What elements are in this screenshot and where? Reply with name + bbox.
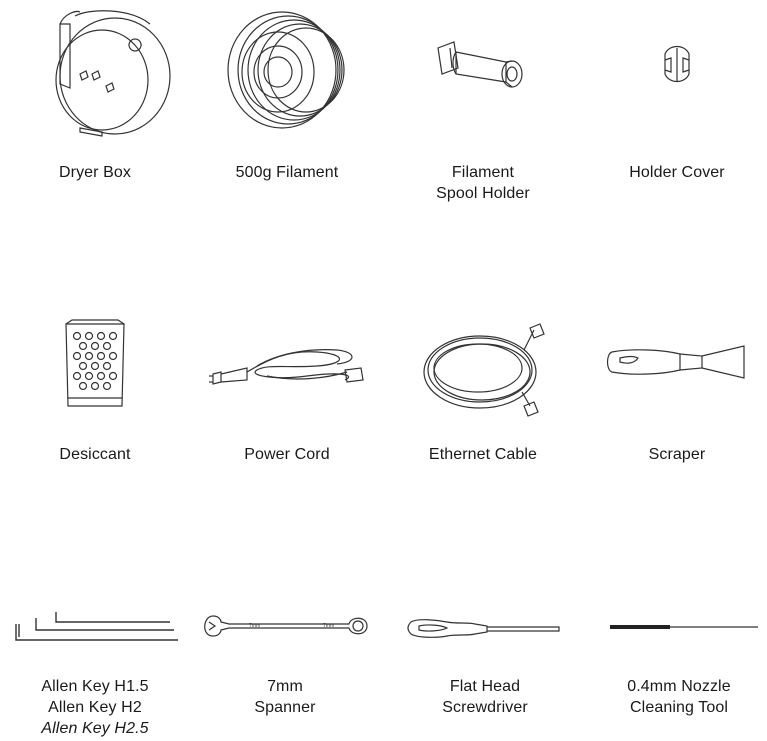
item-label xyxy=(582,444,767,465)
label-line: 0.4mm Nozzle xyxy=(627,678,731,695)
item-ethernet-cable xyxy=(388,300,578,480)
item-label xyxy=(582,162,767,183)
item-desiccant xyxy=(0,300,190,480)
item-label xyxy=(0,676,190,739)
label-line: Spanner xyxy=(254,699,316,716)
cleaning-tool-icon xyxy=(584,622,767,632)
label-line: Screwdriver xyxy=(442,699,528,716)
label-line: Allen Key H2.5 xyxy=(41,720,149,737)
item-power-cord xyxy=(192,300,382,480)
label-line: 500g Filament xyxy=(235,164,339,181)
item-scraper xyxy=(582,300,767,480)
label-line: Power Cord xyxy=(244,446,330,463)
label-line: Cleaning Tool xyxy=(630,699,728,716)
dryer-box-icon xyxy=(0,6,190,136)
label-line: Allen Key H2 xyxy=(48,699,142,716)
item-spool-holder xyxy=(388,0,578,230)
label-line: Dryer Box xyxy=(58,164,132,181)
item-screwdriver xyxy=(390,560,580,741)
item-label xyxy=(190,676,380,718)
label-line: Allen Key H1.5 xyxy=(41,678,149,695)
label-line: Scraper xyxy=(648,446,706,463)
desiccant-icon xyxy=(0,318,190,410)
item-label xyxy=(390,676,580,718)
spanner-icon xyxy=(190,612,380,640)
item-spanner xyxy=(190,560,380,741)
item-label xyxy=(0,162,190,183)
filament-spool-icon xyxy=(192,8,382,132)
item-allen-keys xyxy=(0,560,190,741)
label-line: Spool Holder xyxy=(436,185,530,202)
item-holder-cover xyxy=(582,0,767,230)
item-cleaning-tool xyxy=(584,560,767,741)
item-filament xyxy=(192,0,382,230)
label-line: Filament xyxy=(451,164,515,181)
item-label xyxy=(192,162,382,183)
item-label xyxy=(388,444,578,465)
item-label xyxy=(0,444,190,465)
screwdriver-icon xyxy=(390,616,580,640)
spool-holder-icon xyxy=(388,38,578,98)
power-cord-icon xyxy=(192,340,382,390)
item-label xyxy=(388,162,578,204)
label-line: Ethernet Cable xyxy=(428,446,538,463)
item-label xyxy=(192,444,382,465)
scraper-icon xyxy=(582,344,767,380)
spanner-engraving: 7mm xyxy=(323,623,335,629)
label-line: 7mm xyxy=(267,678,303,695)
label-line: Holder Cover xyxy=(629,164,725,181)
holder-cover-icon xyxy=(582,42,767,86)
label-line: Flat Head xyxy=(449,678,521,695)
allen-keys-icon xyxy=(0,606,190,646)
label-line: Desiccant xyxy=(59,446,131,463)
item-label xyxy=(584,676,767,718)
spanner-engraving: 7mm xyxy=(249,623,261,629)
item-dryer-box xyxy=(0,0,190,230)
ethernet-cable-icon xyxy=(388,320,578,416)
